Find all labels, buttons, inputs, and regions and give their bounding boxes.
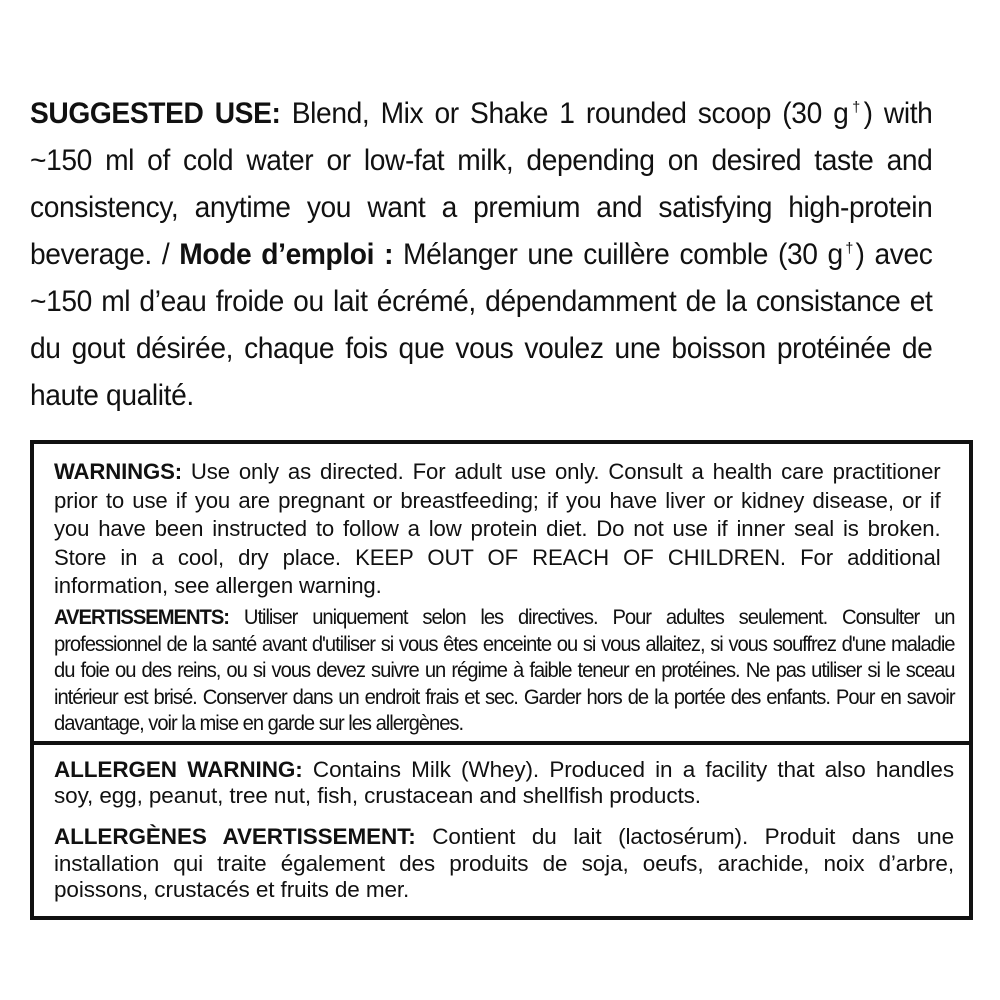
- allergenes-avertissement-paragraph: [54, 824, 954, 904]
- avertissements-paragraph: [54, 604, 955, 737]
- allergen-warning-paragraph: [54, 757, 954, 809]
- suggested-use-label: SUGGESTED USE:: [30, 97, 281, 130]
- warnings-label: WARNINGS:: [54, 459, 182, 484]
- mode-emploi-text-1: Mélanger une cuillère comble (30 g: [393, 238, 843, 271]
- mode-emploi-text-2: ) avec ~150 ml d’eau froide ou lait écrémé, dépendamment de la consistance et du gout désirée, chaque fois que vous voulez une boisson protéinée de haute qualité.: [30, 238, 933, 412]
- dagger-mark-fr: †: [842, 240, 856, 257]
- allergenes-avertissement-text: Contient du lait (lactosérum). Produit dans une installation qui traite également des produits de soja, oeufs, arachide, noix d’arbre, poissons, crustacés et fruits de mer.: [54, 824, 954, 902]
- warnings-paragraph: [54, 458, 941, 601]
- suggested-use-paragraph: [30, 90, 932, 419]
- mode-emploi-label: Mode d’emploi :: [179, 238, 394, 271]
- dagger-mark: †: [848, 99, 864, 116]
- allergen-warning-label: ALLERGEN WARNING:: [54, 757, 303, 782]
- suggested-use-text-1: Blend, Mix or Shake 1 rounded scoop (30 g: [280, 97, 849, 130]
- allergen-warning-text: Contains Milk (Whey). Produced in a facility that also handles soy, egg, peanut, tree nut, fish, crustacean and shellfish products.: [54, 757, 954, 808]
- avertissements-label: AVERTISSEMENTS:: [54, 605, 230, 629]
- warnings-box: [30, 440, 973, 920]
- allergenes-avertissement-label: ALLERGÈNES AVERTISSEMENT:: [54, 824, 416, 849]
- avertissements-text: Utiliser uniquement selon les directives. Pour adultes seulement. Consulter un professionnel de la santé avant d'utiliser si vous êtes enceinte ou si vous allaitez, si vous souffrez d'une maladie du foie ou des reins, ou si vous devez suivre un régime à faible teneur en protéines. Ne pas utiliser si le sceau intérieur est brisé. Conserver dans un endroit frais et sec. Garder hors de la portée des enfants. Pour en savoir davantage, voir la mise en garde sur les allergènes.: [54, 605, 955, 735]
- section-divider: [34, 741, 969, 745]
- suggested-use-text-2: ) with ~150 ml of cold water or low-fat milk, depending on desired taste and consistency, anytime you want a premium and satisfying high-protein beverage. /: [30, 97, 933, 271]
- warnings-text: Use only as directed. For adult use only. Consult a health care practitioner prior to use if you are pregnant or breastfeeding; if you have liver or kidney disease, or if you have been instructed to follow a low protein diet. Do not use if inner seal is broken. Store in a cool, dry place. KEEP OUT OF REACH OF CHILDREN. For additional information, see allergen warning.: [54, 459, 941, 598]
